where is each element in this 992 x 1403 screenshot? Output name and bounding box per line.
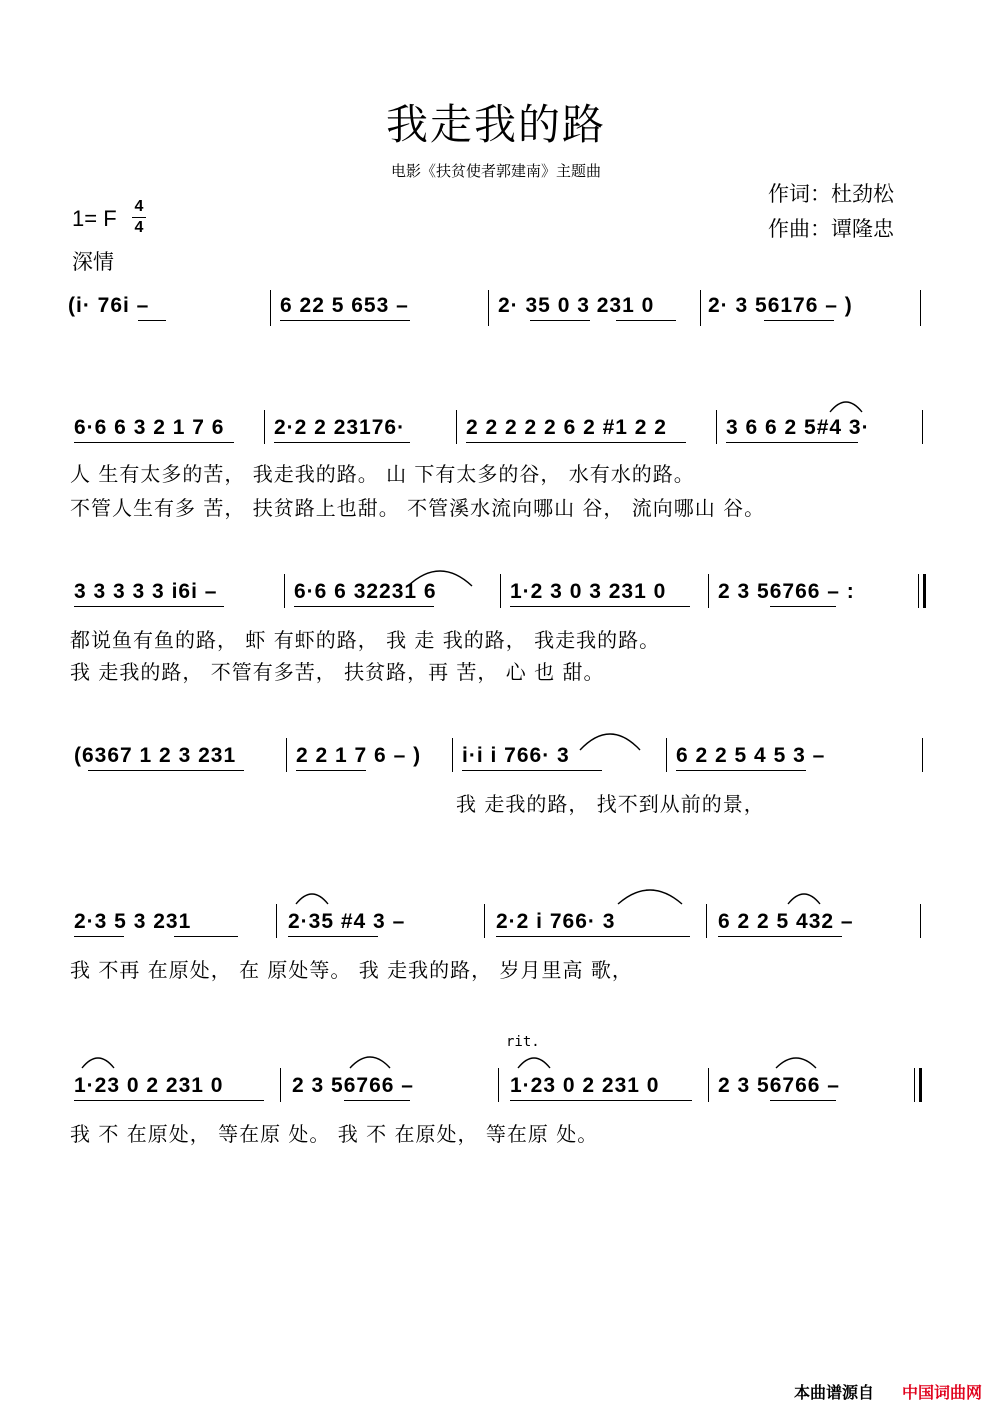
measure: (6367 1 2 3 231: [74, 744, 237, 767]
measure: 2 3 56766 – :: [718, 580, 855, 603]
measure: (i· 76i –: [68, 294, 150, 317]
measure: 1·23 0 2 231 0: [510, 1074, 660, 1097]
measure: 2 3 56766 –: [292, 1074, 414, 1097]
lyric-line-1: 人 生有太多的苦， 我走我的路。 山 下有太多的谷， 水有水的路。: [70, 462, 695, 486]
song-subtitle: 电影《扶贫使者郭建南》主题曲: [390, 162, 601, 180]
lyric-line-2: 不管人生有多 苦， 扶贫路上也甜。 不管溪水流向哪山 谷， 流向哪山 谷。: [70, 496, 766, 520]
measure: 2 3 56766 –: [718, 1074, 840, 1097]
measure: 2·2 2 23176·: [274, 416, 406, 439]
measure: 6·6 6 3 2 1 7 6: [74, 416, 225, 439]
composer-credit: 作曲：谭隆忠: [768, 217, 894, 241]
measure: 2·3 5 3 231: [74, 910, 192, 933]
measure: 2·35 #4 3 –: [288, 910, 406, 933]
measure: i·i i 766· 3: [462, 744, 570, 767]
measure: 2· 3 56176 – ): [708, 294, 853, 317]
measure: 2· 35 0 3 231 0: [498, 294, 655, 317]
lyricist-credit: 作词：杜劲松: [768, 182, 894, 206]
lyric-line-1: 我 不再 在原处， 在 原处等。 我 走我的路， 岁月里高 歌，: [70, 958, 633, 982]
meter-bottom: 4: [134, 219, 144, 236]
measure: 6 2 2 5 432 –: [718, 910, 854, 933]
ritardando-marking: rit.: [506, 1034, 540, 1050]
measure: 3 6 6 2 5#4 3·: [726, 416, 870, 439]
site-name[interactable]: 中国词曲网: [901, 1383, 982, 1402]
source-label: 本曲谱源自: [793, 1383, 874, 1402]
measure: 6·6 6 32231 6: [294, 580, 437, 603]
lyric-line-2: 我 走我的路， 不管有多苦， 扶贫路，再 苦， 心 也 甜。: [70, 660, 605, 684]
song-title: 我走我的路: [385, 100, 606, 149]
measure: 6 2 2 5 4 5 3 –: [676, 744, 826, 767]
measure: 2 2 1 7 6 – ): [296, 744, 422, 767]
meter-top: 4: [134, 198, 144, 215]
lyric-line-1: 我 不 在原处， 等在原 处。 我 不 在原处， 等在原 处。: [70, 1122, 599, 1146]
measure: 1·23 0 2 231 0: [74, 1074, 224, 1097]
measure: 3 3 3 3 3 i6i –: [74, 580, 218, 603]
tempo-marking: 深情: [72, 250, 114, 274]
measure: 2·2 i 766· 3: [496, 910, 616, 933]
measure: 1·2 3 0 3 231 0: [510, 580, 667, 603]
measure: 6 22 5 653 –: [280, 294, 409, 317]
lyric-line-1: 我 走我的路， 找不到从前的景，: [456, 792, 765, 816]
lyric-line-1: 都说鱼有鱼的路， 虾 有虾的路， 我 走 我的路， 我走我的路。: [70, 628, 661, 652]
measure: 2 2 2 2 2 6 2 #1 2 2: [466, 416, 667, 439]
key-signature: 1= F: [72, 206, 117, 231]
